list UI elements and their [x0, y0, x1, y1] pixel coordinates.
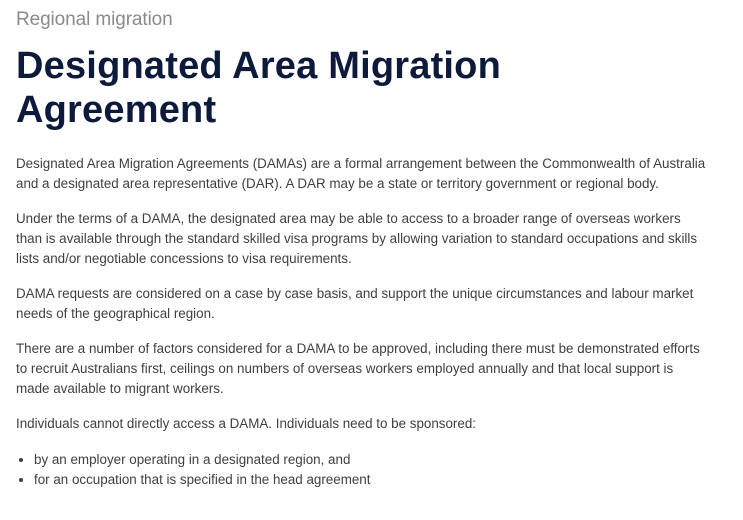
paragraph-factors: There are a number of factors considered for a DAMA to be approved, including there must be demonstrated efforts to recruit Australians first, ceilings on numbers of overseas workers employed annually and that local support is made available to migrant workers. [16, 341, 700, 396]
list-item: • for an occupation that is specified in the head agreement [34, 470, 727, 490]
page-title-line-1: Designated Area Migration [16, 45, 502, 87]
section-eyebrow: Regional migration [16, 9, 173, 30]
list-item: • by an employer operating in a designated region, and [34, 450, 727, 470]
paragraph-requests: DAMA requests are considered on a case by case basis, and support the unique circumstances and labour market needs of the geographical region. [16, 286, 694, 321]
paragraph-intro: Designated Area Migration Agreements (DAMAs) are a formal arrangement between the Commonwealth of Australia and a designated area representative (DAR). A DAR may be a state or territory government or regional body. [16, 156, 706, 191]
page-title-line-2: Agreement [16, 89, 217, 131]
sponsorship-requirements-list [16, 450, 727, 490]
paragraph-sponsorship: Individuals cannot directly access a DAMA. Individuals need to be sponsored: [16, 416, 477, 431]
paragraph-terms: Under the terms of a DAMA, the designated area may be able to access to a broader range of overseas workers than is available through the standard skilled visa programs by allowing variation to standard occupations and skills lists and/or negotiable concessions to visa requirements. [16, 211, 698, 266]
page-title [16, 44, 727, 132]
